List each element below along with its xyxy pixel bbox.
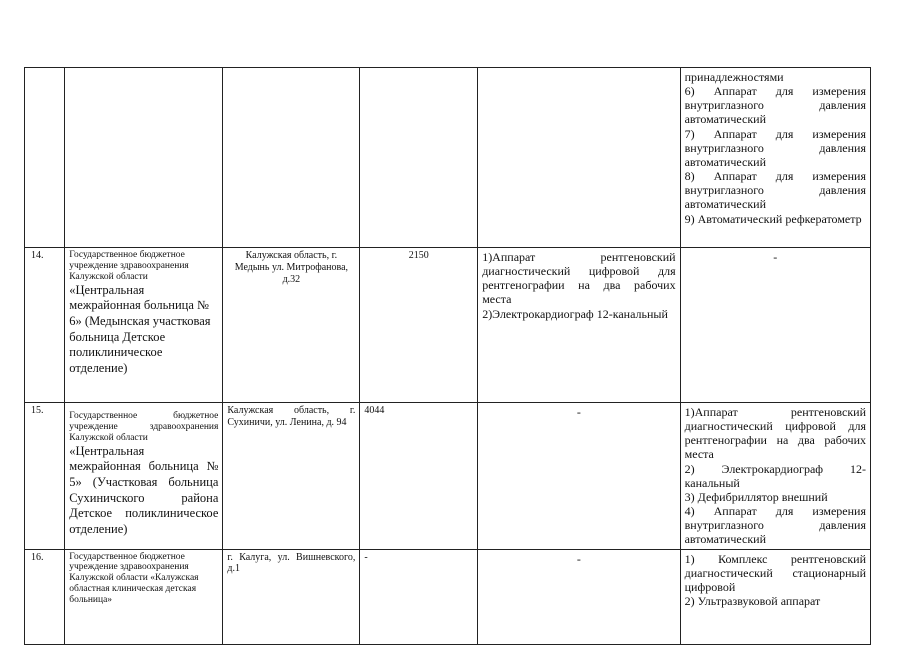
document-table-sheet <box>24 67 871 640</box>
equipment-item: 1)Аппарат рентгеновский диагностический цифровой для рентгенографии на два рабочих места <box>482 250 676 307</box>
row-number-cell: 14. <box>25 248 65 403</box>
equipment-item: 9) Автоматический рефкератометр <box>684 211 862 226</box>
table-row <box>25 68 871 248</box>
address-cell: г. Калуга, ул. Вишневского, д.1 <box>223 549 360 644</box>
equipment-item: 4) Аппарат для измерения внутриглазного давления автоматический <box>684 504 866 547</box>
value-cell <box>360 68 478 248</box>
equipment-a-cell <box>478 248 680 403</box>
equipment-b-cell <box>680 248 870 403</box>
value-cell: - <box>360 549 478 644</box>
equipment-item: 7) Аппарат для измерения внутриглазного давления автоматический <box>684 126 866 169</box>
organization-cell <box>65 248 223 403</box>
equipment-item: - <box>576 405 581 419</box>
address-cell: Калужская область, г. Сухиничи, ул. Ленина, д. 94 <box>223 403 360 550</box>
row-number-cell <box>25 68 65 248</box>
organization-type: Государственное бюджетное учреждение здравоохранения Калужской области <box>69 250 189 282</box>
organization-name: «Центральная межрайонная больница № 6» (Медынская участковая больница Детское поликлиническое отделение) <box>69 282 211 375</box>
organization-cell <box>65 549 223 644</box>
row-number-cell: 15. <box>25 403 65 550</box>
equipment-item: принадлежностями <box>684 70 784 84</box>
address-cell: Калужская область, г. Медынь ул. Митрофанова, д.32 <box>223 248 360 403</box>
table-row <box>25 248 871 403</box>
organization-cell <box>65 68 223 248</box>
row-number-cell: 16. <box>25 549 65 644</box>
table-row <box>25 403 871 550</box>
equipment-item: - <box>773 250 778 264</box>
equipment-item: 2) Электрокардиограф 12-канальный <box>684 461 866 490</box>
equipment-item: 3) Дефибриллятор внешний <box>684 489 828 504</box>
equipment-item: 1)Аппарат рентгеновский диагностический цифровой для рентгенографии на два рабочих места <box>684 405 866 462</box>
table-row <box>25 549 871 644</box>
equipment-table <box>24 67 871 645</box>
equipment-item: 2)Электрокардиограф 12-канальный <box>482 306 668 321</box>
address-cell <box>223 68 360 248</box>
equipment-item: - <box>576 551 581 566</box>
organization-name: «Центральная межрайонная больница № 5» (Участковая больница Сухиничского района Детское поликлиническое отделение) <box>69 443 219 536</box>
organization-type: Государственное бюджетное учреждение здравоохранения Калужской области «Калужская областная клиническая детская больница» <box>69 551 199 606</box>
equipment-a-cell <box>478 549 680 644</box>
equipment-item: 6) Аппарат для измерения внутриглазного давления автоматический <box>684 84 866 127</box>
equipment-b-cell <box>680 549 870 644</box>
equipment-item: 2) Ультразвуковой аппарат <box>684 594 821 609</box>
equipment-a-cell <box>478 403 680 550</box>
equipment-item: 8) Аппарат для измерения внутриглазного давления автоматический <box>684 169 866 212</box>
value-cell: 2150 <box>360 248 478 403</box>
organization-cell <box>65 403 223 550</box>
organization-type: Государственное бюджетное учреждение здравоохранения Калужской области <box>69 411 219 443</box>
equipment-a-cell <box>478 68 680 248</box>
value-cell: 4044 <box>360 403 478 550</box>
equipment-b-cell <box>680 68 870 248</box>
equipment-item: 1) Комплекс рентгеновский диагностический стационарный цифровой <box>684 551 866 594</box>
equipment-b-cell <box>680 403 870 550</box>
